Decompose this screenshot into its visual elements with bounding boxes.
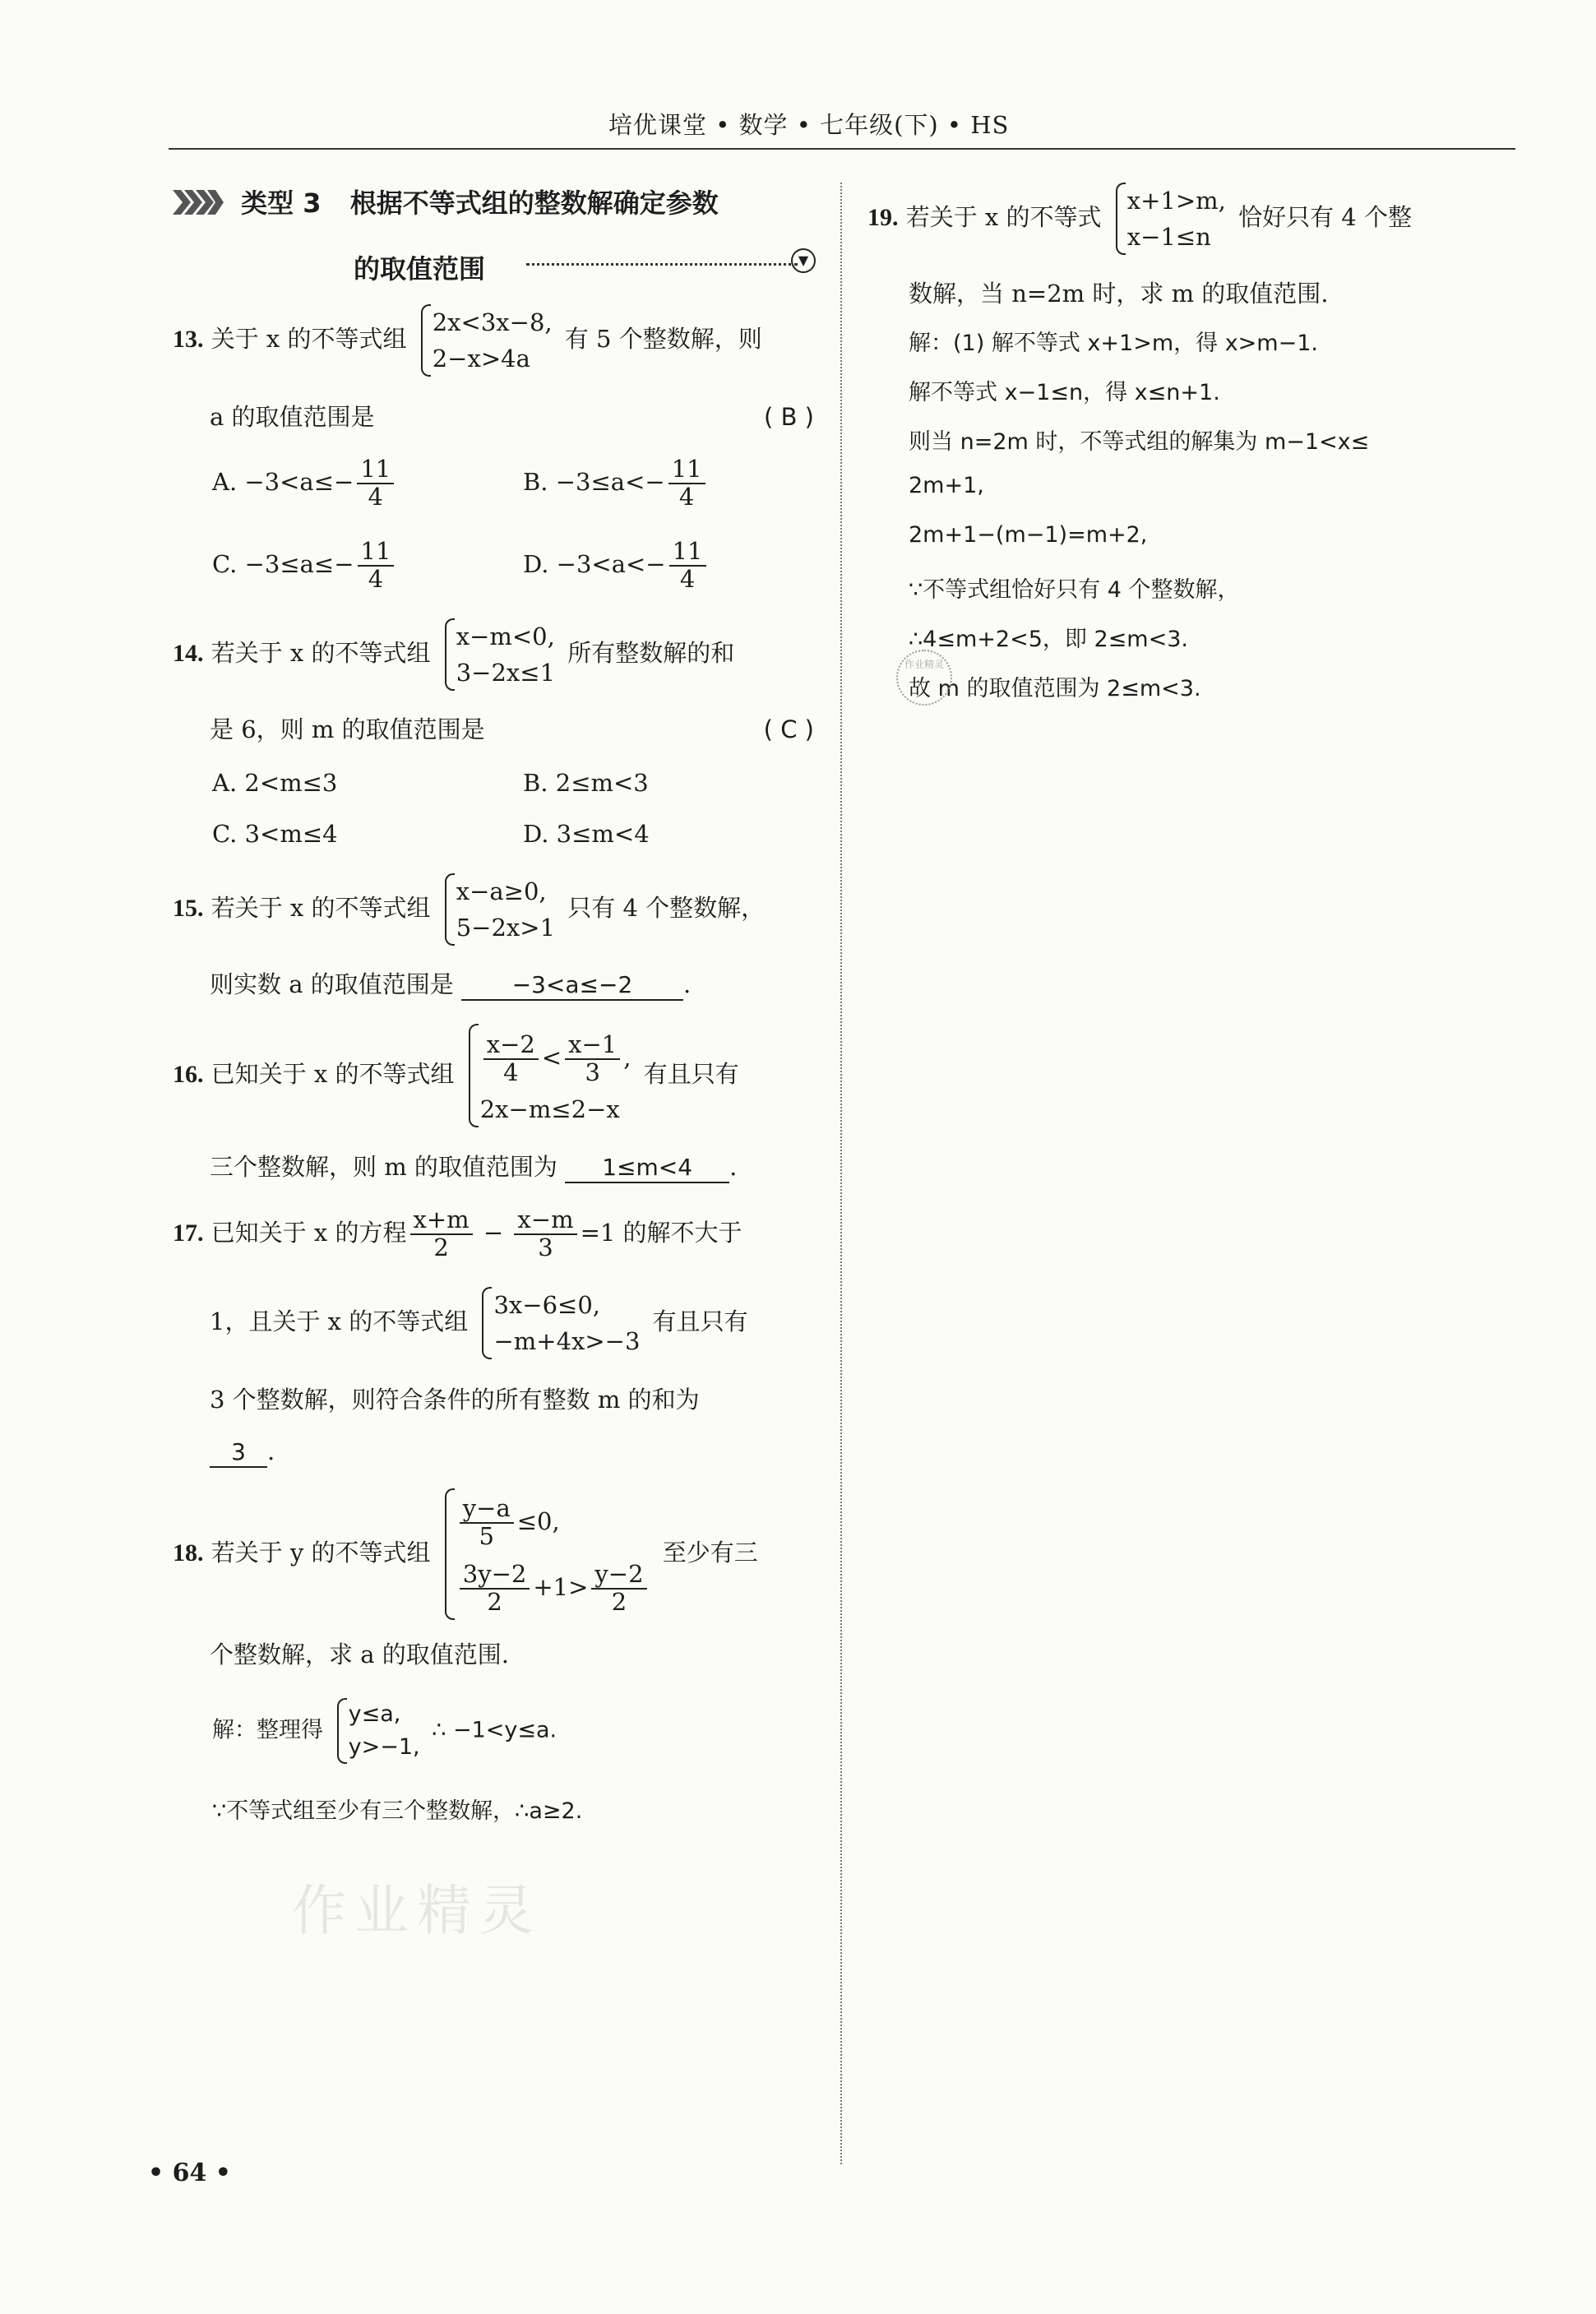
section-heading: [173, 183, 814, 285]
option-text: D. −3<a<−: [523, 549, 666, 578]
option-a: [212, 456, 397, 511]
fraction: [514, 1207, 576, 1261]
question-17-line4: [210, 1437, 275, 1468]
system-line: x+1>m,: [1126, 187, 1226, 215]
question-text: 所有整数解的和: [567, 639, 735, 667]
solution-19-line: 2m+1−(m−1)=m+2,: [909, 522, 1148, 548]
question-text: 1，且关于 x 的不等式组: [210, 1307, 469, 1335]
question-14: [173, 618, 814, 691]
solution-19-line: ∵不等式组恰好只有 4 个整数解，: [909, 577, 1240, 603]
denominator: 2: [487, 1588, 502, 1616]
denominator: 4: [679, 564, 696, 593]
option-c: [212, 539, 397, 593]
question-text: 若关于 x 的不等式: [905, 203, 1102, 231]
section-title-line1: 根据不等式组的整数解确定参数: [349, 187, 719, 219]
question-13: [173, 304, 814, 377]
operator: −: [483, 1218, 504, 1247]
numerator: 11: [358, 539, 395, 567]
solution-19-line: 2m+1,: [909, 473, 984, 498]
solution-19-line: 则当 n=2m 时，不等式组的解集为 m−1<x≤: [909, 429, 1370, 455]
question-text: 有且只有: [652, 1307, 748, 1335]
operator: <: [541, 1044, 562, 1071]
question-number: 18.: [173, 1539, 204, 1567]
question-text: 三个整数解，则 m 的取值范围为: [210, 1153, 557, 1181]
inequality-system: [443, 873, 555, 946]
question-text: 个整数解，求 a 的取值范围.: [210, 1641, 509, 1668]
fraction: [669, 539, 706, 593]
system-line: y≤a,: [348, 1701, 401, 1727]
inequality-system: [335, 1698, 420, 1764]
option-d: D. 3≤m<4: [523, 820, 650, 848]
question-text: 至少有三: [662, 1539, 758, 1567]
system-line: 3x−6≤0,: [493, 1291, 600, 1319]
question-text: a 的取值范围是: [210, 403, 375, 431]
watermark-stamp: 作业精灵: [896, 650, 952, 706]
answer-choice: ( C ): [763, 715, 814, 743]
denominator: 3: [538, 1233, 553, 1261]
fraction: [565, 1032, 620, 1086]
numerator: 11: [357, 456, 394, 484]
punctuation: .: [682, 970, 692, 998]
chevron-down-circle-icon: ▼: [791, 248, 816, 273]
system-line: x−1≤n: [1126, 223, 1211, 251]
option-b: B. 2≤m<3: [523, 769, 649, 797]
question-14-line2: [210, 715, 814, 744]
question-text: 3 个整数解，则符合条件的所有整数 m 的和为: [210, 1386, 700, 1414]
denominator: 4: [368, 482, 383, 511]
denominator: 2: [611, 1588, 627, 1616]
question-number: 19.: [867, 204, 899, 231]
question-text: 关于 x 的不等式组: [210, 325, 407, 353]
numerator: x−m: [514, 1207, 576, 1235]
question-18-line2: [210, 1641, 509, 1669]
fraction: [668, 456, 705, 511]
numerator: 11: [668, 456, 705, 484]
fraction: [460, 1496, 514, 1550]
leader-dots: [526, 247, 798, 266]
question-text: 若关于 x 的不等式组: [210, 894, 431, 922]
solution-19-line: ∴4≤m+2<5，即 2≤m<3.: [909, 627, 1188, 652]
denominator: 5: [479, 1522, 494, 1550]
system-line: [480, 1024, 631, 1091]
watermark-text: 作业精灵: [292, 1879, 542, 1942]
numerator: x−1: [565, 1032, 620, 1060]
punctuation: .: [267, 1437, 275, 1465]
operator: ≤0,: [516, 1507, 560, 1535]
numerator: x−2: [483, 1032, 539, 1060]
question-text: 有且只有: [643, 1060, 739, 1088]
question-text: 已知关于 x 的不等式组: [210, 1060, 455, 1088]
fraction: [357, 456, 394, 511]
question-19: [867, 183, 1517, 255]
question-number: 13.: [173, 326, 204, 353]
numerator: 11: [669, 539, 706, 567]
question-number: 15.: [173, 895, 204, 922]
question-text: 则实数 a 的取值范围是: [210, 970, 454, 998]
solution-18-line1: [212, 1698, 557, 1764]
numerator: x+m: [410, 1207, 473, 1235]
option-b: [523, 456, 709, 511]
question-13-line2: [210, 403, 814, 432]
question-text: 若关于 x 的不等式组: [210, 639, 431, 667]
question-text: 若关于 y 的不等式组: [210, 1539, 431, 1567]
section-title-line2: 的取值范围: [354, 253, 486, 285]
inequality-system: [467, 1024, 631, 1127]
question-16-line2: [210, 1153, 737, 1183]
question-17-line3: [210, 1386, 700, 1414]
fraction: [460, 1562, 530, 1616]
option-a: A. 2<m≤3: [212, 769, 338, 797]
question-number: 17.: [173, 1219, 204, 1247]
fraction: [410, 1207, 473, 1261]
question-text: 是 6，则 m 的取值范围是: [210, 715, 485, 743]
system-line: [456, 1554, 650, 1620]
system-line: x−a≥0,: [456, 877, 547, 905]
system-line: −m+4x>−3: [493, 1327, 641, 1355]
option-text: B. −3≤a<−: [523, 467, 665, 496]
numerator: y−a: [460, 1496, 514, 1524]
inequality-system: [443, 618, 555, 691]
solution-19-line: 解：(1) 解不等式 x+1>m，得 x>m−1.: [909, 331, 1318, 356]
question-text: 恰好只有 4 个整: [1238, 203, 1412, 231]
solution-18-line2: ∵不等式组至少有三个整数解，∴a≥2.: [212, 1798, 583, 1824]
option-c: C. 3<m≤4: [212, 820, 338, 848]
question-text: 有 5 个整数解，则: [564, 325, 762, 353]
question-text: 已知关于 x 的方程: [210, 1218, 407, 1247]
fraction: [483, 1032, 539, 1086]
denominator: 3: [585, 1058, 600, 1086]
solution-text: ∴ −1<y≤a.: [432, 1717, 557, 1743]
punctuation: .: [729, 1153, 738, 1181]
denominator: 2: [433, 1233, 449, 1261]
option-text: A. −3<a≤−: [212, 467, 354, 496]
question-18: [173, 1488, 814, 1620]
fraction: [358, 539, 395, 593]
denominator: 4: [503, 1058, 519, 1086]
system-line: x−m<0,: [456, 622, 555, 650]
question-15-line2: [210, 970, 691, 1001]
solution-19-line: 故 m 的取值范围为 2≤m<3.: [909, 676, 1201, 701]
question-17-line2: [210, 1287, 748, 1359]
numerator: y−2: [591, 1562, 646, 1590]
system-line: [456, 1488, 650, 1554]
system-line: 2x<3x−8,: [432, 308, 553, 336]
question-19-line2: 数解，当 n=2m 时，求 m 的取值范围.: [909, 280, 1329, 308]
inequality-system: [443, 1488, 650, 1620]
column-divider: [840, 183, 842, 2164]
inequality-system: [1114, 183, 1226, 255]
solution-text: 解：整理得: [212, 1717, 323, 1743]
question-text: =1 的解不大于: [580, 1218, 742, 1247]
system-line: 2x−m≤2−x: [479, 1095, 620, 1123]
numerator: 3y−2: [460, 1562, 530, 1590]
solution-19-line: 解不等式 x−1≤n，得 x≤n+1.: [909, 380, 1220, 405]
answer-blank: 1≤m<4: [565, 1154, 729, 1183]
answer-blank: 3: [210, 1438, 267, 1468]
punctuation: ,: [623, 1044, 631, 1071]
denominator: 4: [368, 564, 384, 593]
question-number: 16.: [173, 1061, 204, 1088]
header-divider: [169, 148, 1515, 150]
page-header: 培优课堂 • 数学 • 七年级(下) • HS: [608, 111, 1010, 139]
system-line: 2−x>4a: [432, 345, 530, 373]
question-number: 14.: [173, 640, 204, 667]
answer-blank: −3<a≤−2: [461, 971, 683, 1001]
question-16: [173, 1024, 814, 1127]
inequality-system: [480, 1287, 640, 1359]
inequality-system: [419, 304, 553, 377]
option-text: C. −3≤a≤−: [212, 549, 354, 578]
option-d: [523, 539, 710, 593]
system-line: y>−1,: [348, 1734, 420, 1760]
question-15: [173, 873, 814, 946]
chevron-arrows-icon: [173, 190, 224, 215]
system-line: 5−2x>1: [456, 914, 556, 942]
system-line: 3−2x≤1: [456, 659, 556, 687]
denominator: 4: [678, 482, 695, 511]
operator: +1>: [533, 1573, 589, 1601]
question-text: 只有 4 个整数解，: [567, 894, 766, 922]
section-label: 类型 3: [241, 187, 322, 219]
question-17: [173, 1207, 814, 1261]
fraction: [591, 1562, 646, 1616]
answer-choice: ( B ): [764, 403, 814, 431]
page-number: • 64 •: [148, 2159, 231, 2187]
